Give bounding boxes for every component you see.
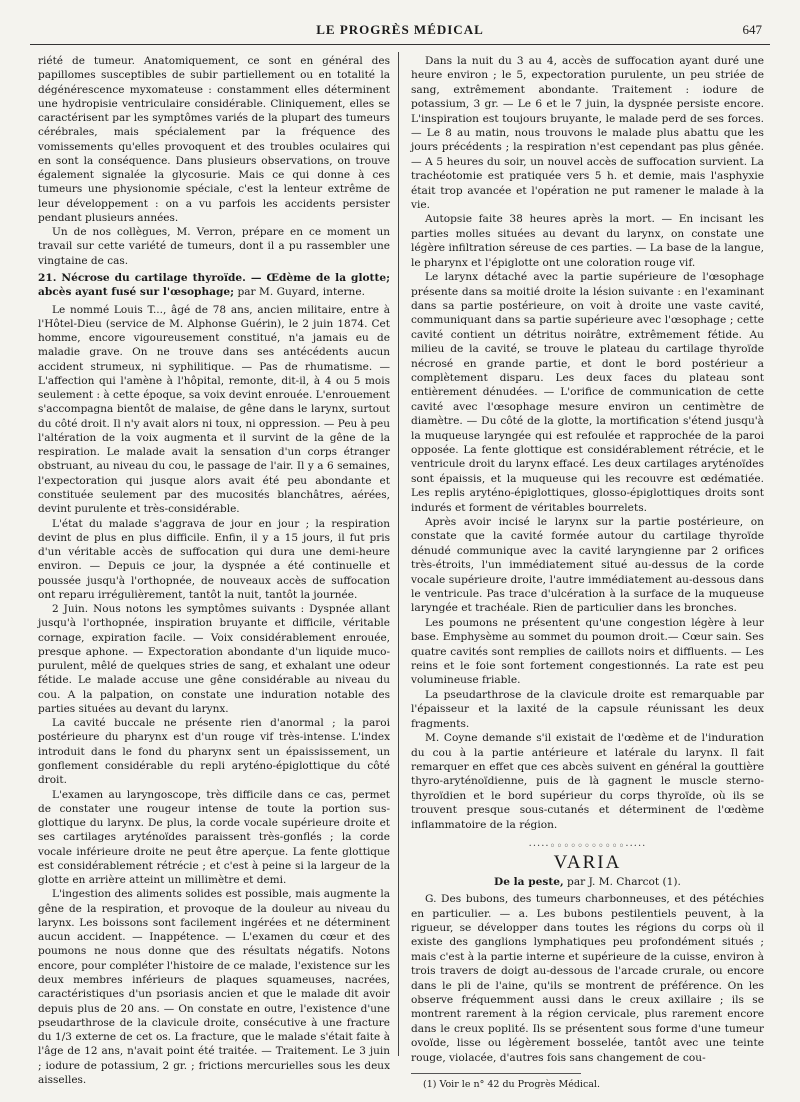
header-rule	[30, 44, 770, 45]
paragraph: La pseudarthrose de la clavicule droite est remarquable par l'épaisseur et la laxité de la capsule réunissant les deux fragments.	[411, 688, 764, 730]
section-title: 21. Nécrose du cartilage thyroïde. — Œdème de la glotte; abcès ayant fusé sur l'œsophage;	[38, 271, 390, 299]
article-heading	[411, 875, 764, 889]
section-heading	[38, 271, 390, 300]
paragraph: Le larynx détaché avec la partie supérieure de l'œsophage présente dans sa moitié droite la lésion suivante : en l'examinant dans sa partie postérieure, on voit à droite une vaste cavité, communiquant dans sa partie supérieure avec l'œsophage ; cette cavité contient un détritus noirâtre, extrêmement fétide. Au milieu de la cavité, se trouve le plateau du cartilage thyroïde nécrosé en grande partie, et dont le bord postérieur a complètement disparu. Les deux faces du plateau sont entièrement dénudées. — L'orifice de communication de cette cavité avec l'œsophage mesure environ un centimètre de diamètre. — Du côté de la glotte, la mortification s'étend jusqu'à la muqueuse laryngée qui est refoulée et rapprochée de la paroi opposée. La fente glottique est considérablement rétrécie, et le ventricule droit du larynx effacé. Les deux cartilages aryténoïdes sont épaissis, et la muqueuse qui les recouvre est œdématiée. Les replis aryténo-épiglottiques, glosso-épiglottiques droits sont indurés et forment de véritables bourrelets.	[411, 271, 764, 514]
varia-heading: VARIA	[553, 852, 622, 874]
section-author: par M. Guyard, interne.	[234, 286, 366, 299]
paragraph: Dans la nuit du 3 au 4, accès de suffocation ayant duré une heure environ ; le 5, expectoration purulente, un peu striée de sang, extrêmement abondante. Traitement : iodure de potassium, 3 gr. — Le 6 et le 7 juin, la dyspnée persiste encore. L'inspiration est toujours bruyante, le malade perd de ses forces. — Le 8 au matin, nous trouvons le malade plus abattu que les jours précédents ; la respiration n'est cependant pas plus gênée. — A 5 heures du soir, un nouvel accès de suffocation survient. La trachéotomie est pratiquée vers 5 h. et demie, mais l'asphyxie était trop avancée et l'opération ne put ramener le malade à la vie.	[411, 55, 764, 212]
paragraph: G. Des bubons, des tumeurs charbonneuses, et des pétéchies en particulier. — a. Les bubons pestilentiels peuvent, à la rigueur, se développer dans toutes les régions du corps où il existe des ganglions lymphatiques peu profondément situés ; mais c'est à la partie interne et supérieure de la cuisse, environ à trois travers de doigt au-dessous de l'arcade crurale, ou encore dans le pli de l'aine, qu'ils se montrent de préférence. On les observe fréquemment aussi dans le creux axillaire ; ils se montrent rarement à la région cervicale, plus rarement encore dans le creux poplité. Ils se présentent sous forme d'une tumeur ovoïde, lisse ou légèrement bosselée, tantôt avec une teinte rouge, violacée, d'autres fois sans changement de cou-	[411, 893, 764, 1064]
footnote-rule	[411, 1073, 581, 1074]
paragraph: M. Coyne demande s'il existait de l'œdème et de l'induration du cou à la partie antérieure et latérale du larynx. Il fait remarquer en effet que ces abcès suivent en général la gouttière thyro-aryténoïdienne, puis de là gagnent le muscle sterno-thyroïdien et le bord supérieur du corps thyroïde, où ils se trouvent presque sous-cutanés et déterminent de l'œdème inflammatoire de la région.	[411, 732, 764, 831]
paragraph: Après avoir incisé le larynx sur la partie postérieure, on constate que la cavité formée autour du cartilage thyroïde dénudé communique avec la cavité laryngienne par 2 orifices très-étroits, l'un immédiatement situé au-dessus de la corde vocale supérieure droite, l'autre immédiatement au-dessous dans le ventricule. Pas trace d'ulcération à la surface de la muqueuse laryngée et trachéale. Rien de particulier dans les bronches.	[411, 516, 764, 615]
page-header	[30, 22, 770, 44]
right-column	[411, 54, 764, 1092]
journal-title: LE PROGRÈS MÉDICAL	[316, 22, 484, 37]
paragraph: riété de tumeur. Anatomiquement, ce sont en général des papillomes susceptibles de subir partiellement ou en totalité la dégénérescence myxomateuse : constamment elles déterminent une hydropisie ventriculaire considérable. Cliniquement, elles se caractérisent par les symptômes variés de la plupart des tumeurs cérébrales, mais spécialement par la fréquence des vomissements qu'elles provoquent et des troubles oculaires qui en sont la conséquence. Dans plusieurs observations, on trouve également signalée la glycosurie. Mais ce qui donne à ces tumeurs une physionomie spéciale, c'est la lenteur extrême de leur développement : on a vu parfois les accidents persister pendant plusieurs années.	[38, 55, 390, 224]
paragraph: L'examen au laryngoscope, très difficile dans ce cas, permet de constater une rougeur intense de toute la portion sus-glottique du larynx. De plus, la corde vocale supérieure droite et ses cartilages aryténoïdes paraissent très-gonflés ; la corde vocale inférieure droite ne peut être aperçue. La fente glottique est considérablement rétrécie ; et c'est à peine si la largeur de la glotte en arrière atteint un millimètre et demi.	[38, 788, 390, 887]
paragraph: Un de nos collègues, M. Verron, prépare en ce moment un travail sur cette variété de tumeurs, dont il a pu rassembler une vingtaine de cas.	[38, 226, 390, 267]
paragraph: Autopsie faite 38 heures après la mort. — En incisant les parties molles situées au devant du larynx, on constate une légère infiltration séreuse de ces parties. — La base de la langue, le pharynx et l'épiglotte ont une coloration rouge vif.	[411, 213, 764, 269]
page-number: 647	[742, 22, 762, 37]
paragraph: 2 Juin. Nous notons les symptômes suivants : Dyspnée allant jusqu'à l'orthopnée, inspiration bruyante et difficile, véritable cornage, expiration facile. — Voix considérablement enrouée, presque aphone. — Expectoration abondante d'un liquide muco-purulent, mêlé de quelques stries de sang, et exhalant une odeur fétide. Le malade accuse une gêne considérable au niveau du cou. A la palpation, on constate une induration notable des parties situées au devant du larynx.	[38, 603, 390, 715]
paragraph: L'ingestion des aliments solides est possible, mais augmente la gêne de la respiration, et provoque de la douleur au niveau du larynx. Les boissons sont facilement ingérées et ne déterminent aucun accident. — Inappétence. — L'examen du cœur et des poumons ne nous donne que des résultats négatifs. Notons encore, pour compléter l'histoire de ce malade, l'existence sur les deux membres inférieurs de plaques squameuses, nacrées, caractéristiques d'un psoriasis ancien et que le malade dit avoir depuis plus de 20 ans. — On constate en outre, l'existence d'une pseudarthrose de la clavicule droite, consécutive à une fracture du 1/3 externe de cet os. La fracture, que le malade s'était faite à l'âge de 12 ans, n'avait point été traitée. — Traitement. Le 3 juin ; iodure de potassium, 2 gr. ; frictions mercurielles sous les deux aisselles.	[38, 888, 390, 1086]
paragraph: Le nommé Louis T..., âgé de 78 ans, ancien militaire, entre à l'Hôtel-Dieu (service de M. Alphonse Guérin), le 2 juin 1874. Cet homme, encore vigoureusement constitué, n'a jamais eu de maladie grave. On ne trouve dans ses antécédents aucun accident strumeux, ni syphilitique. — Pas de rhumatisme. — L'affection qui l'amène à l'hôpital, remonte, dit-il, à 4 ou 5 mois seulement : à cette époque, sa voix devint enrouée. L'enrouement s'accompagna bientôt de malaise, de gêne dans le larynx, surtout du côté droit. Il n'y avait alors ni toux, ni oppression. — Peu à peu l'altération de la voix augmenta et il survint de la gêne de la respiration. Le malade avait la sensation d'un corps étranger obstruant, au niveau du cou, le passage de l'air. Il y a 6 semaines, l'expectoration qui jusque alors avait été peu abondante et constituée seulement par des mucosités blanchâtres, aérées, devint purulente et très-considérable.	[38, 303, 390, 516]
section-ornament: ·····◦◦◦◦◦◦◦◦◦◦◦·····	[528, 840, 647, 852]
article-title: De la peste,	[494, 875, 564, 888]
left-column	[38, 54, 390, 1087]
footnote: (1) Voir le n° 42 du Progrès Médical.	[423, 1079, 600, 1091]
column-divider	[398, 52, 399, 1056]
paragraph: Les poumons ne présentent qu'une congestion légère à leur base. Emphysème au sommet du poumon droit.— Cœur sain. Ses quatre cavités sont remplies de caillots noirs et diffluents. — Les reins et le foie sont fortement congestionnés. La rate est peu volumineuse friable.	[411, 616, 764, 687]
paragraph: L'état du malade s'aggrava de jour en jour ; la respiration devint de plus en plus difficile. Enfin, il y a 15 jours, il fut pris d'un véritable accès de suffocation qui dura une demi-heure environ. — Depuis ce jour, la dyspnée a été continuelle et poussée jusqu'à l'orthopnée, de nouveaux accès de suffocation ont reparu irrégulièrement, tantôt la nuit, tantôt la journée.	[38, 517, 390, 601]
article-author: par J. M. Charcot (1).	[563, 875, 681, 888]
paragraph: La cavité buccale ne présente rien d'anormal ; la paroi postérieure du pharynx est d'un rouge vif très-intense. L'index introduit dans le fond du pharynx sent un épaississement, un gonflement considérable du repli aryténo-épiglottique du côté droit.	[38, 717, 390, 787]
